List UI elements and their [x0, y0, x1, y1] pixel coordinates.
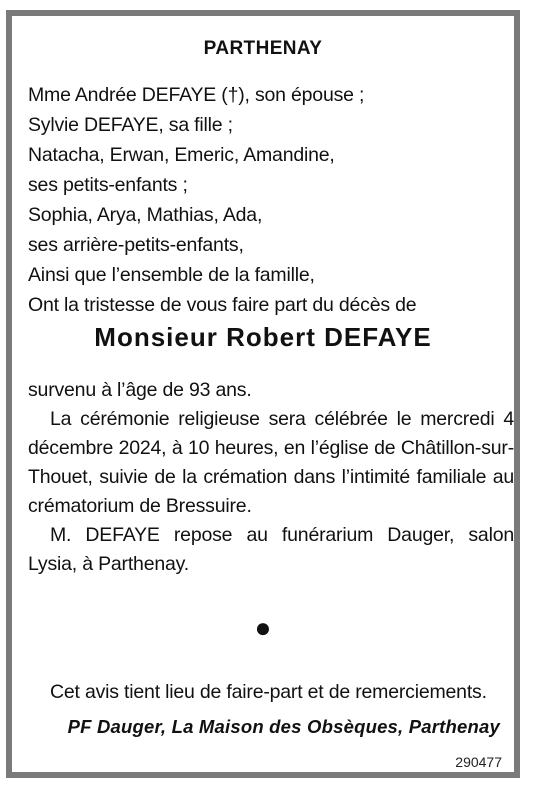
family-line: ses petits-enfants ; [28, 174, 188, 196]
family-line: Sophia, Arya, Mathias, Ada, [28, 204, 263, 226]
family-line: Ont la tristesse de vous faire part du décès de [28, 294, 417, 316]
family-line: Sylvie DEFAYE, sa fille ; [28, 114, 233, 136]
deceased-name: Monsieur Robert DEFAYE [94, 322, 432, 352]
funeral-home-signature: PF Dauger, La Maison des Obsèques, Parthenay [67, 716, 500, 737]
closing-paragraph: Cet avis tient lieu de faire-part et de remerciements. [50, 680, 487, 703]
family-line: Mme Andrée DEFAYE (†), son épouse ; [28, 84, 365, 106]
family-line: Ainsi que l’ensemble de la famille, [28, 264, 315, 286]
notice-body [28, 376, 514, 579]
ceremony-paragraph: La cérémonie religieuse sera célébrée le mercredi 4 décembre 2024, à 10 heures, en l’église de Châtillon-sur-Thouet, suivie de la crémation dans l’intimité familiale au crématorium de Bressuire. [28, 408, 514, 517]
rest-paragraph: M. DEFAYE repose au funérarium Dauger, salon Lysia, à Parthenay. [28, 524, 514, 575]
family-list [28, 80, 498, 320]
family-line: ses arrière-petits-enfants, [28, 234, 244, 256]
reference-number: 290477 [455, 754, 502, 770]
separator-bullet: ● [254, 612, 272, 643]
family-line: Natacha, Erwan, Emeric, Amandine, [28, 144, 335, 166]
age-line: survenu à l’âge de 93 ans. [28, 379, 252, 401]
obituary-notice [6, 10, 520, 778]
notice-header: PARTHENAY [203, 38, 323, 59]
